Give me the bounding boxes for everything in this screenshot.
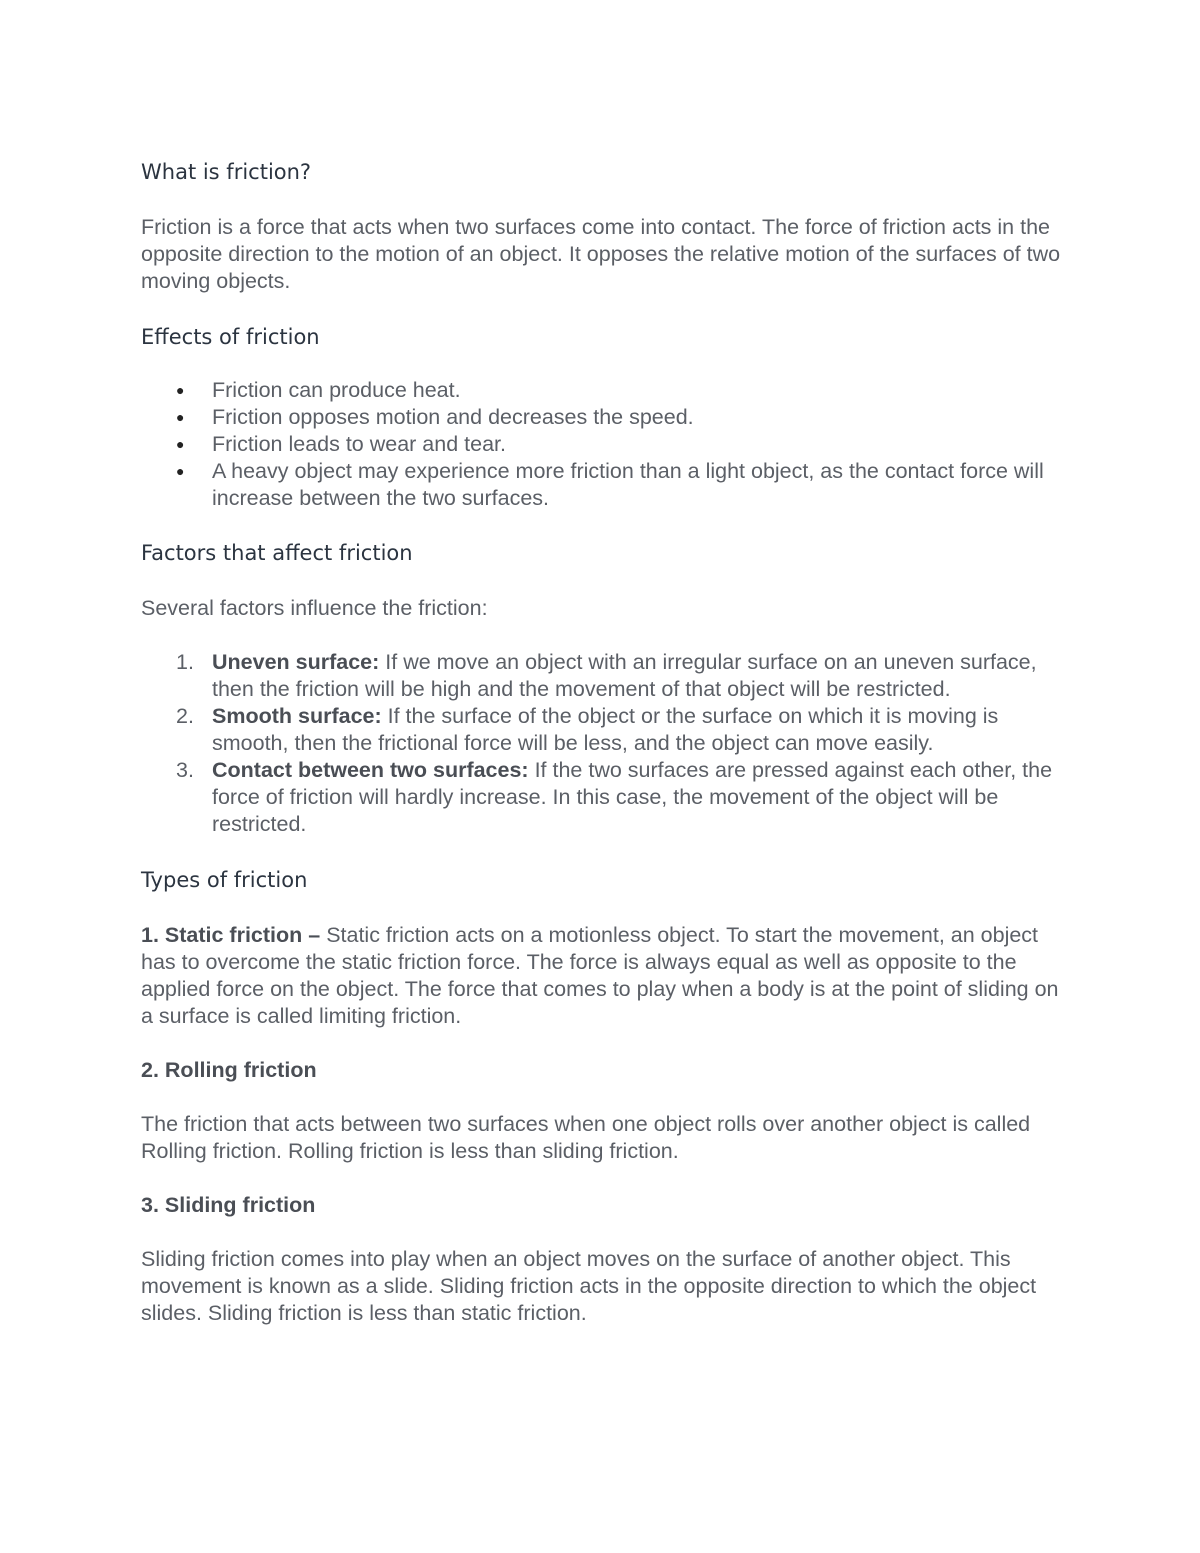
list-number: 2. bbox=[176, 704, 194, 728]
heading-sliding-friction: 3. Sliding friction bbox=[141, 1193, 316, 1217]
heading-what-is-friction: What is friction? bbox=[141, 160, 312, 184]
list-item bbox=[141, 458, 1066, 512]
list-number: 1. bbox=[176, 650, 194, 674]
list-item-text: A heavy object may experience more friction than a light object, as the contact force will increase between the two surfaces. bbox=[212, 459, 1044, 510]
paragraph-sliding-friction: Sliding friction comes into play when an object moves on the surface of another object. This movement is known as a slide. Sliding friction acts in the opposite direction to which the object slides. Sliding friction is less than static friction. bbox=[141, 1247, 1037, 1325]
paragraph-rolling-friction: The friction that acts between two surfaces when one object rolls over another object is called Rolling friction. Rolling friction is less than sliding friction. bbox=[141, 1112, 1031, 1163]
heading-effects-of-friction: Effects of friction bbox=[141, 325, 320, 349]
list-item bbox=[141, 431, 1066, 458]
factor-label: Smooth surface: bbox=[212, 704, 382, 728]
bullet-icon: ● bbox=[176, 409, 185, 425]
document-page bbox=[141, 152, 1066, 1327]
heading-types-of-friction: Types of friction bbox=[141, 868, 308, 892]
list-item bbox=[141, 649, 1066, 703]
bullet-icon: ● bbox=[176, 463, 185, 479]
effects-list bbox=[141, 377, 1066, 512]
heading-rolling-friction: 2. Rolling friction bbox=[141, 1058, 317, 1082]
list-number: 3. bbox=[176, 758, 194, 782]
list-item bbox=[141, 377, 1066, 404]
paragraph-factors-intro: Several factors influence the friction: bbox=[141, 596, 488, 620]
paragraph-static-friction bbox=[141, 922, 1066, 1030]
factor-text: If the surface of the object or the surface on which it is moving is smooth, then the frictional force will be less, and the object can move easily. bbox=[212, 704, 999, 755]
static-friction-label: 1. Static friction – bbox=[141, 923, 321, 947]
bullet-icon: ● bbox=[176, 382, 185, 398]
list-item bbox=[141, 757, 1066, 838]
factor-text: If we move an object with an irregular surface on an uneven surface, then the friction will be high and the movement of that object will be restricted. bbox=[212, 650, 1037, 701]
bullet-icon: ● bbox=[176, 436, 185, 452]
paragraph-definition: Friction is a force that acts when two surfaces come into contact. The force of friction acts in the opposite direction to the motion of an object. It opposes the relative motion of the surfaces of two moving objects. bbox=[141, 215, 1061, 293]
static-friction-text: Static friction acts on a motionless object. To start the movement, an object has to overcome the static friction force. The force is always equal as well as opposite to the applied force on the object. The force that comes to play when a body is at the point of sliding on a surface is called limiting friction. bbox=[141, 923, 1059, 1028]
list-item bbox=[141, 404, 1066, 431]
factors-list bbox=[141, 649, 1066, 838]
list-item-text: Friction opposes motion and decreases the speed. bbox=[212, 405, 694, 429]
factor-label: Contact between two surfaces: bbox=[212, 758, 529, 782]
heading-factors-that-affect-friction: Factors that affect friction bbox=[141, 541, 413, 565]
list-item bbox=[141, 703, 1066, 757]
factor-label: Uneven surface: bbox=[212, 650, 380, 674]
list-item-text: Friction leads to wear and tear. bbox=[212, 432, 506, 456]
list-item-text: Friction can produce heat. bbox=[212, 378, 461, 402]
factor-text: If the two surfaces are pressed against each other, the force of friction will hardly increase. In this case, the movement of the object will be restricted. bbox=[212, 758, 1053, 836]
